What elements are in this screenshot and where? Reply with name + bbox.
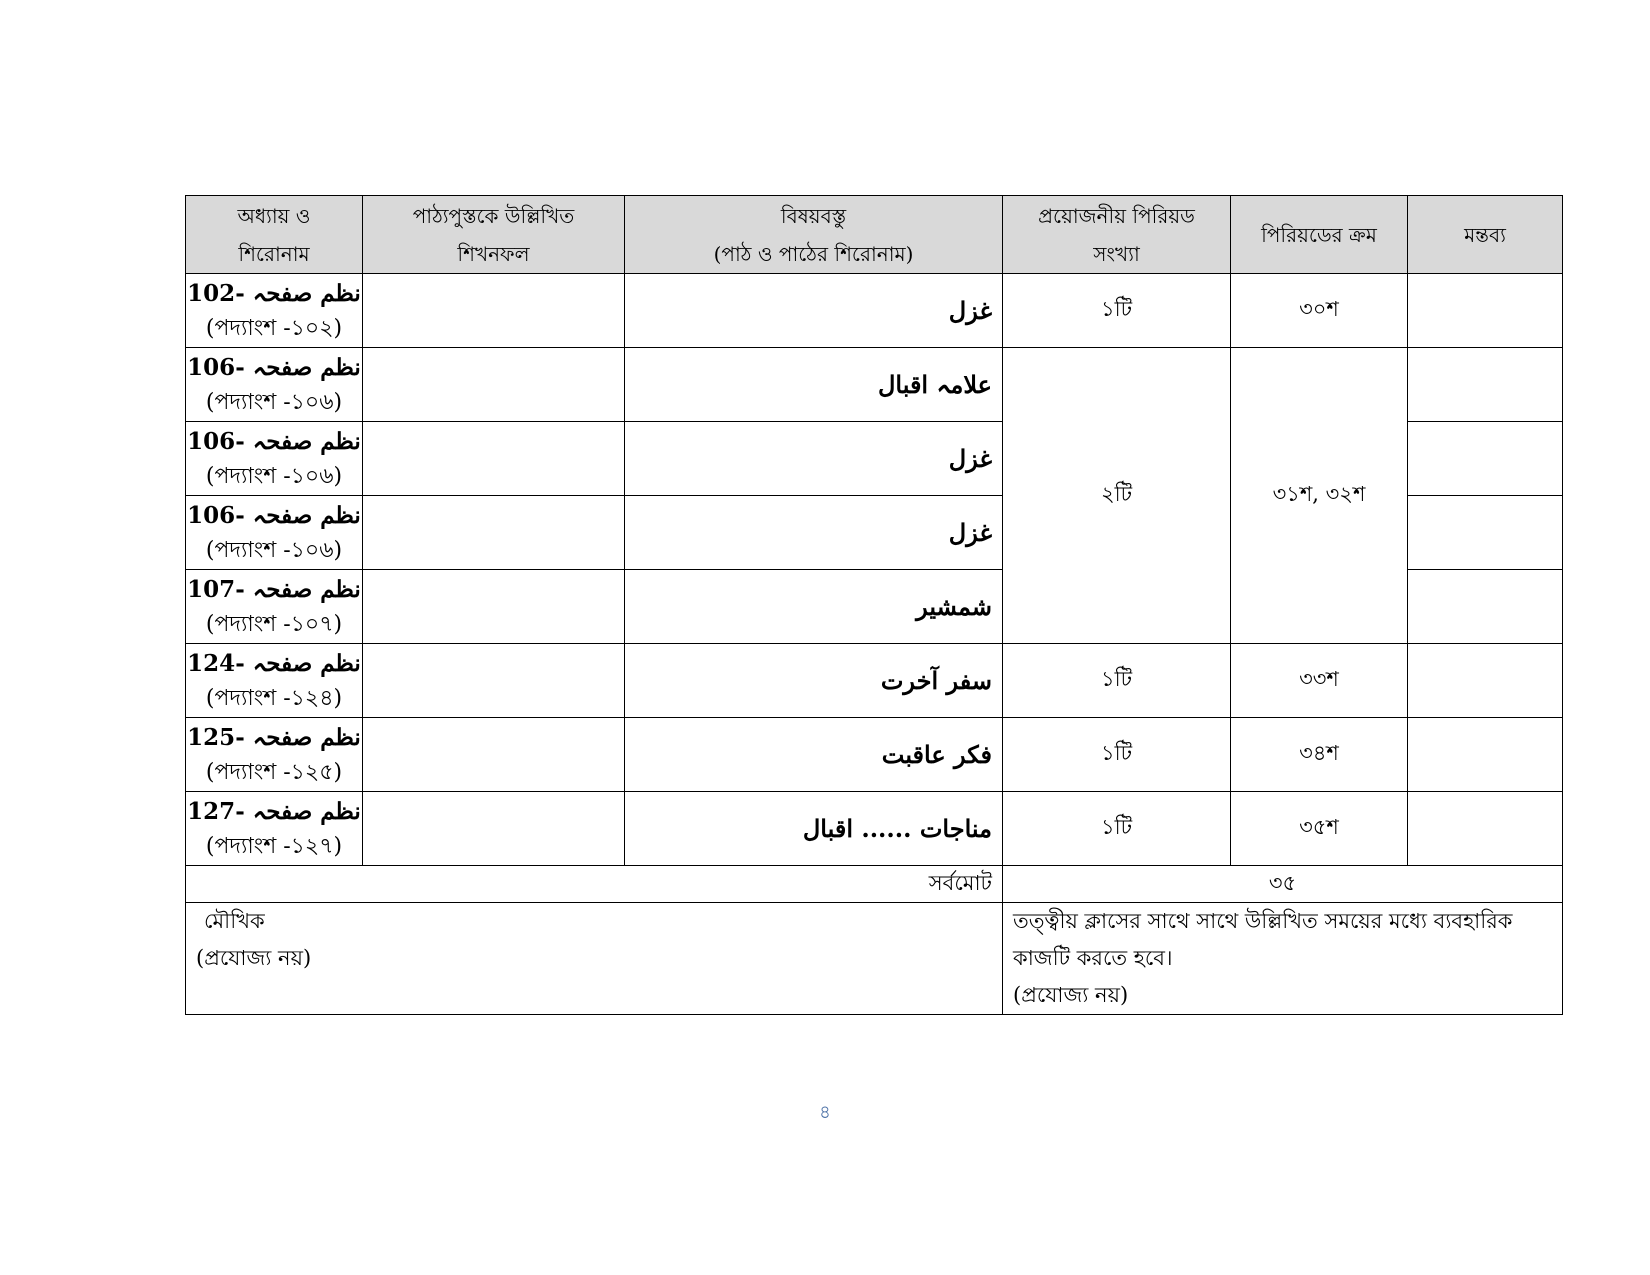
topic-cell: سفر آخرت (625, 644, 1003, 718)
topic-cell: غزل (625, 422, 1003, 496)
total-label: সর্বমোট (186, 866, 1003, 903)
topic-cell: فکر عاقبت (625, 718, 1003, 792)
header-row (186, 196, 1563, 274)
topic-cell: غزل (625, 274, 1003, 348)
header-remarks: মন্তব্য (1408, 196, 1563, 274)
remarks-cell (1408, 274, 1563, 348)
table-row (186, 718, 1563, 792)
period-count-cell: ১টি (1003, 274, 1231, 348)
period-order-cell: ৩০শ (1231, 274, 1408, 348)
remarks-cell (1408, 496, 1563, 570)
header-period-count: প্রয়োজনীয় পিরিয়ড সংখ্যা (1003, 196, 1231, 274)
outcome-cell (363, 792, 625, 866)
outcome-cell (363, 718, 625, 792)
chapter-cell: نظم صفحہ -106 (পদ্যাংশ -১০৬) (186, 348, 363, 422)
topic-cell: غزل (625, 496, 1003, 570)
remarks-cell (1408, 348, 1563, 422)
oral-note (186, 903, 1003, 1015)
period-count-cell: ১টি (1003, 644, 1231, 718)
chapter-cell: نظم صفحہ -124 (পদ্যাংশ -১২৪) (186, 644, 363, 718)
topic-cell: شمشیر (625, 570, 1003, 644)
outcome-cell (363, 274, 625, 348)
outcome-cell (363, 644, 625, 718)
period-order-cell: ৩৩শ (1231, 644, 1408, 718)
chapter-cell: نظم صفحہ -106 (পদ্যাংশ -১০৬) (186, 422, 363, 496)
topic-cell: مناجات ...... اقبال (625, 792, 1003, 866)
outcome-cell (363, 496, 625, 570)
footer-row (186, 903, 1563, 1015)
lesson-plan-table (185, 195, 1563, 1015)
chapter-cell: نظم صفحہ -107 (পদ্যাংশ -১০৭) (186, 570, 363, 644)
remarks-cell (1408, 644, 1563, 718)
period-order-cell: ৩১শ, ৩২শ (1231, 348, 1408, 644)
period-count-cell: ১টি (1003, 718, 1231, 792)
practical-note: তত্ত্বীয় ক্লাসের সাথে সাথে উল্লিখিত সময়ের মধ্যে ব্যবহারিক কাজটি করতে হবে। (প্রযোজ্য নয়) (1003, 903, 1563, 1015)
outcome-cell (363, 422, 625, 496)
table-row (186, 792, 1563, 866)
outcome-cell (363, 348, 625, 422)
chapter-cell: نظم صفحہ -106 (পদ্যাংশ -১০৬) (186, 496, 363, 570)
remarks-cell (1408, 792, 1563, 866)
remarks-cell (1408, 422, 1563, 496)
chapter-cell: نظم صفحہ -127 (পদ্যাংশ -১২৭) (186, 792, 363, 866)
oral-status: (প্রযোজ্য নয়) (196, 946, 312, 970)
header-content: বিষয়বস্তু (পাঠ ও পাঠের শিরোনাম) (625, 196, 1003, 274)
table-row (186, 644, 1563, 718)
header-period-order: পিরিয়ডের ক্রম (1231, 196, 1408, 274)
total-value: ৩৫ (1003, 866, 1563, 903)
period-count-cell: ১টি (1003, 792, 1231, 866)
period-order-cell: ৩৪শ (1231, 718, 1408, 792)
table-row (186, 274, 1563, 348)
table-row (186, 348, 1563, 422)
remarks-cell (1408, 718, 1563, 792)
period-order-cell: ৩৫শ (1231, 792, 1408, 866)
header-learning-outcome: পাঠ্যপুস্তকে উল্লিখিত শিখনফল (363, 196, 625, 274)
oral-label: মৌখিক (204, 909, 265, 933)
period-count-cell: ২টি (1003, 348, 1231, 644)
outcome-cell (363, 570, 625, 644)
remarks-cell (1408, 570, 1563, 644)
page-number: ৪ (819, 1102, 831, 1122)
chapter-cell: نظم صفحہ -102 (পদ্যাংশ -১০২) (186, 274, 363, 348)
topic-cell: علامہ اقبال (625, 348, 1003, 422)
header-chapter: অধ্যায় ও শিরোনাম (186, 196, 363, 274)
total-row (186, 866, 1563, 903)
chapter-cell: نظم صفحہ -125 (পদ্যাংশ -১২৫) (186, 718, 363, 792)
